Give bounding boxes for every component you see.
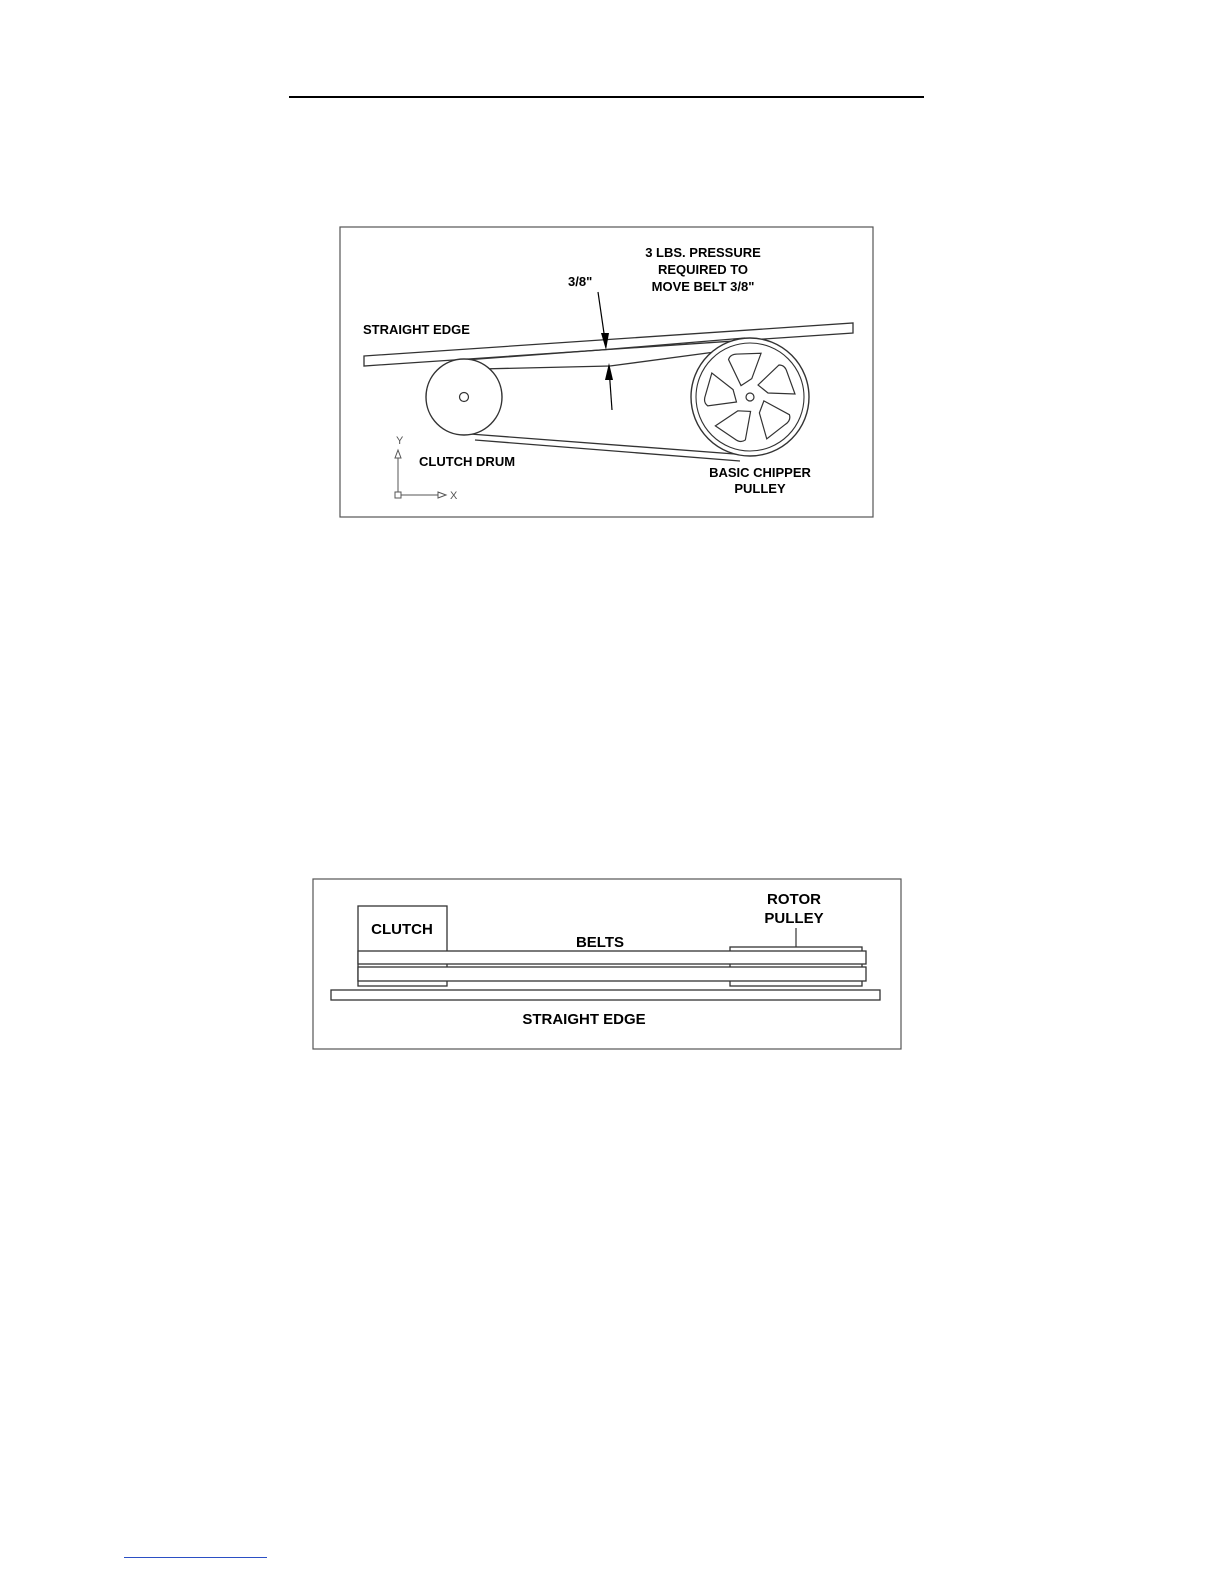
belts-label: BELTS [575, 934, 625, 951]
clutch-drum-label: CLUTCH DRUM [419, 454, 516, 469]
straight-edge-bar-top [331, 990, 880, 1000]
pressure-label-line-2: REQUIRED TO [657, 262, 749, 277]
pressure-label-line-3: MOVE BELT 3/8" [651, 279, 755, 294]
clutch-label: CLUTCH [371, 921, 433, 938]
straight-edge-label: STRAIGHT EDGE [363, 322, 470, 337]
axis-y-label: Y [396, 435, 404, 447]
pressure-label-line-1: 3 LBS. PRESSURE [645, 245, 761, 260]
belt-upper [358, 951, 866, 964]
axis-x-label: X [450, 490, 458, 502]
chipper-pulley [691, 338, 809, 456]
belt-tension-diagram [0, 0, 1224, 600]
pulley-label-line-1: BASIC CHIPPER [709, 465, 811, 480]
rotor-pulley-label-line-1: ROTOR [767, 891, 821, 908]
belt-lower [358, 967, 866, 981]
rotor-pulley-label-line-2: PULLEY [764, 910, 824, 927]
clutch-drum [426, 359, 502, 435]
pulley-label-line-2: PULLEY [734, 481, 786, 496]
belt-alignment-diagram [0, 860, 1224, 1070]
footer-rule [124, 1557, 267, 1558]
deflection-label: 3/8" [568, 274, 593, 289]
straight-edge-label-top: STRAIGHT EDGE [522, 1011, 646, 1028]
